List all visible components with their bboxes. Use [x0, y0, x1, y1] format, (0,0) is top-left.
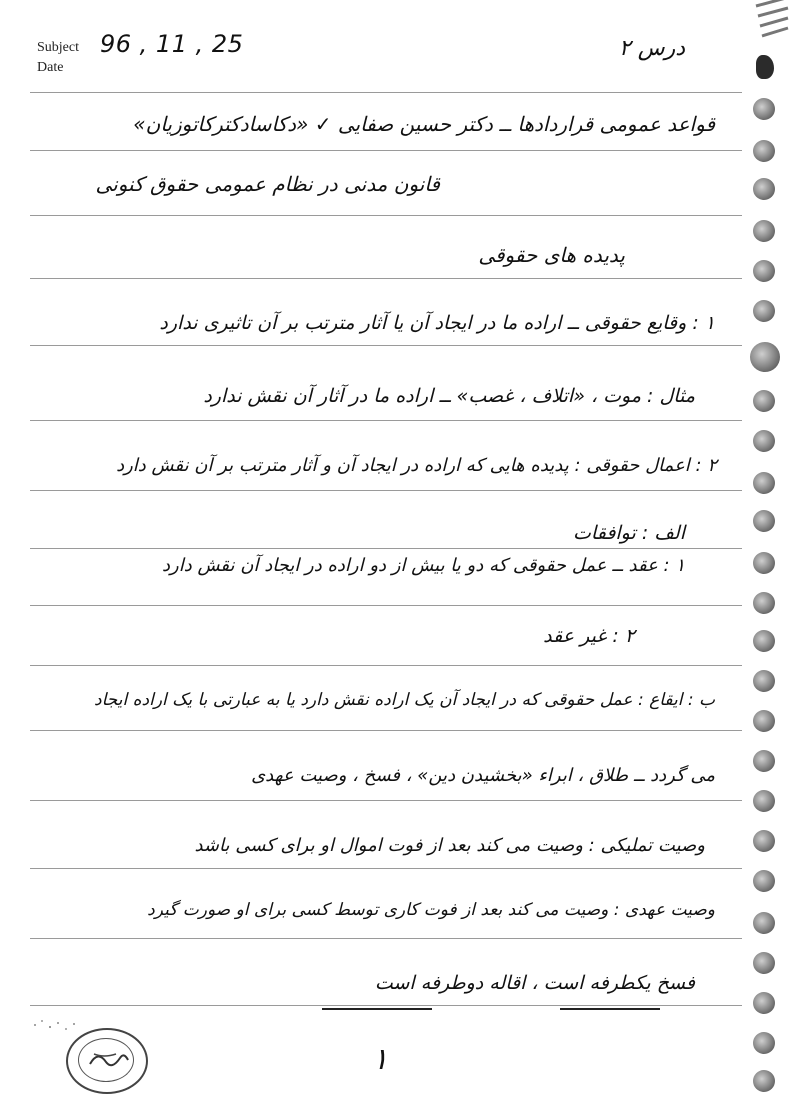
corner-stripes: [752, 0, 792, 50]
line-examples-unilateral: می گردد ــ طلاق ، ابراء «بخشیدن دین» ، فسخ ، وصیت عهدی: [251, 765, 715, 786]
line-covenant-will: وصیت عهدی : وصیت می کند بعد از فوت کاری توسط کسی برای او صورت گیرد: [147, 900, 715, 920]
line-civil-code: قانون مدنی در نظام عمومی حقوق کنونی: [95, 172, 440, 196]
line-agreements: الف : توافقات: [573, 522, 685, 544]
line-contract: ۱ : عقد ــ عمل حقوقی که دو یا بیش از دو اراده در ایجاد آن نقش دارد: [162, 555, 685, 576]
page-number: ۱: [372, 1042, 389, 1077]
date-value: 96 , 11 , 25: [100, 30, 244, 58]
session-label: درس ۲: [618, 36, 685, 61]
line-example: مثال : موت ، «اتلاف ، غصب» ــ اراده ما در آثار آن نقش ندارد: [203, 385, 695, 407]
line-unilateral-act: ب : ایقاع : عمل حقوقی که در ایجاد آن یک اراده نقش دارد یا به عبارتی با یک اراده ایجاد: [94, 690, 715, 710]
binding-holes: [748, 0, 795, 1103]
line-legal-phenomena: پدیده های حقوقی: [478, 243, 625, 267]
line-legal-acts: ۲ : اعمال حقوقی : پدیده هایی که اراده در ایجاد آن و آثار مترتب بر آن نقش دارد: [116, 455, 717, 476]
paper-speckle: [30, 1015, 100, 1045]
date-label: Date: [37, 60, 64, 75]
corner-mark: [756, 55, 774, 79]
line-ownership-will: وصیت تملیکی : وصیت می کند بعد از فوت اموال او برای کسی باشد: [194, 835, 705, 856]
line-title: قواعد عمومی قراردادها ــ دکتر حسین صفایی ✓ «دکاسادکترکاتوزیان»: [133, 112, 715, 136]
underline-left: [322, 1008, 432, 1010]
line-rescission: فسخ یکطرفه است ، اقاله دوطرفه است: [374, 972, 695, 994]
line-non-contract: ۲ : غیر عقد: [543, 625, 635, 647]
underline-right: [560, 1008, 660, 1010]
line-legal-facts: ۱ : وقایع حقوقی ــ اراده ما در ایجاد آن یا آثار مترتب بر آن تاثیری ندارد: [159, 312, 715, 334]
subject-label: Subject: [37, 40, 79, 55]
